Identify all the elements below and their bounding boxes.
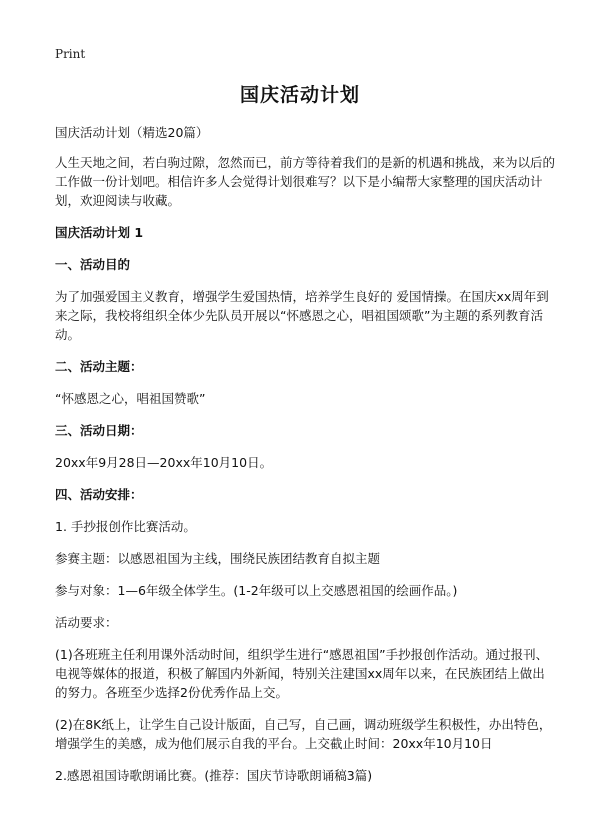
purpose-paragraph: 为了加强爱国主义教育，增强学生爱国热情，培养学生良好的 爱国情操。在国庆xx周年到来之际，我校将组织全体少先队员开展以“怀感恩之心，唱祖国颂歌”为主题的系列教育活动。 xyxy=(55,289,549,342)
document-subtitle: 国庆活动计划（精选20篇） xyxy=(55,125,209,140)
document-body xyxy=(55,123,555,798)
arrangement-item-1: 1. 手抄报创作比赛活动。 xyxy=(55,519,196,534)
item1-requirement-1: (1)各班班主任利用课外活动时间，组织学生进行“感恩祖国”手抄报创作活动。通过报刊、电视等媒体的报道，积极了解国内外新闻，特别关注建国xx周年以来，在民族团结上做出的努力。各班至少选择2份优秀作品上交。 xyxy=(55,647,549,700)
heading-purpose: 一、活动目的 xyxy=(55,257,131,272)
item1-requirement-2: (2)在8K纸上，让学生自己设计版面，自己写，自己画，调动班级学生积极性，办出特色，增强学生的美感，成为他们展示自我的平台。上交截止时间：20xx年10月10日 xyxy=(55,717,552,751)
heading-theme: 二、活动主题： xyxy=(55,359,143,374)
heading-date: 三、活动日期： xyxy=(55,423,143,438)
item1-requirements-label: 活动要求： xyxy=(55,615,118,630)
date-paragraph: 20xx年9月28日—20xx年10月10日。 xyxy=(55,455,273,470)
item1-target: 参与对象：1—6年级全体学生。(1-2年级可以上交感恩祖国的绘画作品。) xyxy=(55,583,458,598)
section-title: 国庆活动计划 1 xyxy=(55,225,144,240)
heading-arrangement: 四、活动安排： xyxy=(55,487,143,502)
print-link[interactable]: Print xyxy=(55,47,86,61)
item1-theme: 参赛主题：以感恩祖国为主线，围绕民族团结教育自拟主题 xyxy=(55,551,381,566)
intro-paragraph: 人生天地之间，若白驹过隙，忽然而已，前方等待着我们的是新的机遇和挑战，来为以后的工作做一份计划吧。相信许多人会觉得计划很难写？以下是小编帮大家整理的国庆活动计划，欢迎阅读与收藏。 xyxy=(55,155,556,208)
page-title: 国庆活动计划 xyxy=(239,84,360,106)
theme-paragraph: “怀感恩之心，唱祖国赞歌” xyxy=(55,391,206,406)
arrangement-item-2: 2.感恩祖国诗歌朗诵比赛。(推荐：国庆节诗歌朗诵稿3篇) xyxy=(55,768,373,783)
